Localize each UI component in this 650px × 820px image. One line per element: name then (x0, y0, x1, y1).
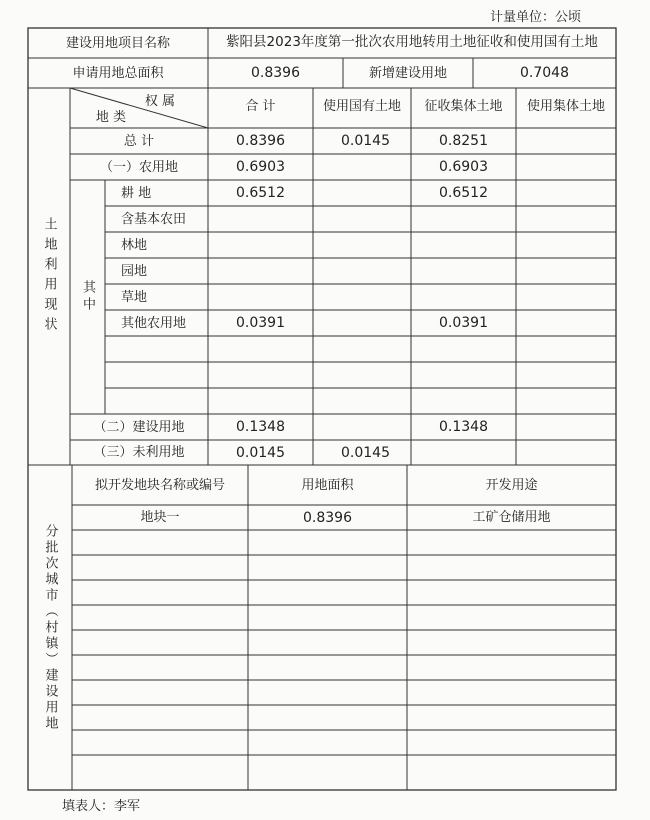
row-value (516, 414, 616, 440)
row-value: 0.0145 (236, 444, 285, 461)
row-label: 耕 地 (121, 185, 152, 201)
row-label: （三）未利用地 (93, 445, 185, 460)
row-value (516, 154, 616, 180)
col-header-total: 合 计 (245, 99, 276, 114)
row-value (411, 362, 516, 388)
row-value: 0.0145 (341, 444, 390, 461)
row-label: 总 计 (123, 133, 155, 149)
row-value: 0.6903 (236, 159, 285, 175)
row-value (313, 336, 411, 362)
batch-side-label: 分批次城市（村镇）建设用地 (42, 523, 58, 732)
row-value (208, 336, 313, 362)
row-value: 0.0391 (439, 315, 488, 331)
header-ownership: 权 属 (144, 93, 176, 109)
total-area-label: 申请用地总面积 (72, 65, 164, 81)
row-value (411, 440, 516, 465)
row-value (208, 232, 313, 258)
col-header-state-land: 使用国有土地 (322, 99, 401, 114)
row-value: 0.6903 (439, 159, 488, 175)
row-value (411, 336, 516, 362)
project-name-label: 建设用地项目名称 (65, 35, 170, 51)
row-value (516, 128, 616, 154)
row-value (411, 232, 516, 258)
row-label: （一）农用地 (99, 159, 178, 175)
batch-cell: 工矿仓储用地 (472, 510, 551, 525)
total-area-value: 0.8396 (251, 65, 300, 81)
row-value: 0.8396 (236, 133, 285, 149)
row-value (313, 154, 411, 180)
row-value (516, 232, 616, 258)
row-value (208, 258, 313, 284)
col-header-collective-expropriation: 征收集体土地 (424, 99, 503, 114)
row-value (411, 206, 516, 232)
row-value: 0.0391 (236, 315, 285, 331)
row-value (313, 362, 411, 388)
row-label: 林地 (121, 237, 148, 253)
batch-col-header-use: 开发用途 (485, 477, 538, 493)
batch-col-header-area: 用地面积 (301, 477, 354, 493)
row-value (516, 336, 616, 362)
row-value (516, 206, 616, 232)
row-value (516, 440, 616, 465)
row-value: 0.1348 (439, 419, 488, 435)
batch-col-header-plot: 拟开发地块名称或编号 (94, 477, 225, 493)
batch-cell: 地块一 (140, 510, 180, 525)
new-construction-label: 新增建设用地 (368, 65, 447, 81)
row-value (313, 180, 411, 206)
row-value: 0.0145 (341, 133, 390, 149)
row-label (105, 336, 208, 362)
measure-unit: 计量单位：公顷 (490, 10, 582, 25)
row-value (208, 206, 313, 232)
row-value: 0.8251 (439, 133, 488, 149)
row-value (313, 258, 411, 284)
row-value (411, 258, 516, 284)
row-value (313, 284, 411, 310)
row-value (208, 284, 313, 310)
row-value (313, 310, 411, 336)
row-value (516, 362, 616, 388)
row-label: 含基本农田 (121, 211, 187, 227)
qizhong-label: 其中 (80, 280, 95, 314)
row-label: 其他农用地 (121, 315, 187, 331)
filler-name: 填表人：李军 (62, 799, 141, 814)
batch-cell: 0.8396 (303, 509, 352, 526)
new-construction-value: 0.7048 (520, 65, 569, 81)
row-value (313, 232, 411, 258)
row-value (313, 414, 411, 440)
header-land-type: 地 类 (95, 109, 127, 125)
row-value (208, 362, 313, 388)
row-value (516, 310, 616, 336)
row-value (516, 258, 616, 284)
row-label: （二）建设用地 (93, 419, 185, 435)
col-header-collective-use: 使用集体土地 (526, 99, 605, 114)
row-value (313, 206, 411, 232)
row-value: 0.6512 (439, 185, 488, 201)
row-value: 0.1348 (236, 419, 285, 435)
row-label (105, 362, 208, 388)
row-value (516, 284, 616, 310)
row-value (411, 284, 516, 310)
row-label: 草地 (121, 289, 148, 305)
row-value: 0.6512 (236, 185, 285, 201)
land-use-side-label: 土地利用现状 (41, 216, 57, 337)
project-name-value: 紫阳县2023年度第一批次农用地转用土地征收和使用国有土地 (226, 34, 598, 51)
row-value (516, 180, 616, 206)
row-label: 园地 (121, 263, 148, 279)
